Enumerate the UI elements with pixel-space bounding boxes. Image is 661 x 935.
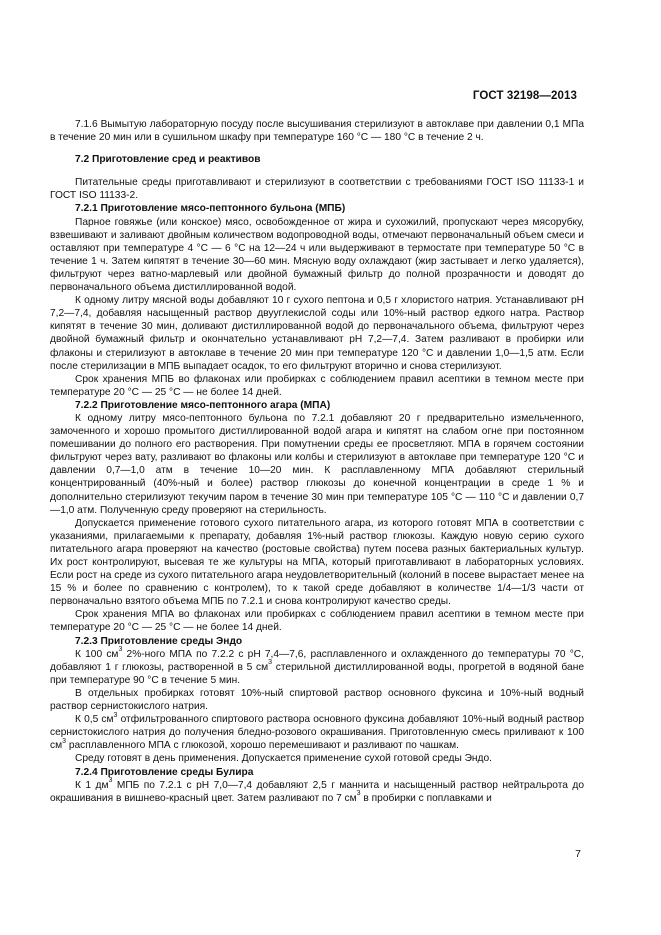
paragraph-7-2-2-c: Срок хранения МПА во флаконах или пробирках с соблюдением правил асептики в темном месте при температуре 20 °C — 25 °C — не более 14 дней. <box>50 609 584 634</box>
paragraph-7-2-2-a: К одному литру мясо-пептонного бульона по 7.2.1 добавляют 20 г предварительно измельченного, замоченного и хорошо промытого дистиллированной водой агара и кипятят на слабом огне при постоянном помешивании до полного его растворения. При помутнении среды ее просветляют. МПА в горячем состоянии фильтруют через вату, разливают во флаконы или колбы и стерилизуют в автоклаве при температуре 120 °C и давлении 0,7—1,0 атм в течение 10—20 мин. К расплавленному МПА добавляют стерильный концентрированный (40%-ный и более) раствор глюкозы до конечной концентрации в среде 1 % и дополнительно стерилизуют текучим паром в течение 30 мин при температуре 105 °C — 110 °C и давлении 0,7—1,0 атм. Полученную среду проверяют на стерильность. <box>50 412 584 516</box>
paragraph-7-2-3-b: В отдельных пробирках готовят 10%-ный спиртовой раствор основного фуксина и 10%-ный водный раствор сернистокислого натрия. <box>50 687 584 713</box>
section-heading-7-2-2: 7.2.2 Приготовление мясо-пептонного агара (МПА) <box>75 399 331 411</box>
section-heading-7-2-1: 7.2.1 Приготовление мясо-пептонного бульона (МПБ) <box>75 203 346 215</box>
paragraph-7-2-1-a: Парное говяжье (или конское) мясо, освобожденное от жира и сухожилий, пропускают через мясорубку, взвешивают и заливают двойным количеством водопроводной воды, отмечают первоначальный объем смеси и оставляют при температуре 4 °C — 6 °C на 12—24 ч или выдерживают в термостате при температуре 50 °C в течение 1 ч. Затем кипятят в течение 30—60 мин. Мясную воду охлаждают (жир застывает и легко удаляется), фильтруют через ватно-марлевый или двойной бумажный фильтр до полной прозрачности и доводят до первоначального объема дистиллированной водой. <box>50 216 584 294</box>
document-header: ГОСТ 32198—2013 <box>472 90 577 102</box>
paragraph-7-2-2-b: Допускается применение готового сухого питательного агара, из которого готовят МПА в соответствии с указаниями, прилагаемыми к препарату, добавляя 1%-ный раствор глюкозы. Каждую новую серию сухого питательного агара проверяют на качество (ростовые свойства) путем посева разных бактериальных культур. Их рост контролируют, высевая те же культуры на МПА, который приготавливают в лабораторных условиях. Если рост на среде из сухого питательного агара неудовлетворительный (колоний в посеве вырастает менее на 15 % и более по сравнению с контролем), то к такой среде добавляют в количестве 1/4—1/3 части от первоначально взятого объема МПБ по 7.2.1 и снова контролируют качество среды. <box>50 517 585 608</box>
document-body <box>50 118 584 805</box>
paragraph-7-2-4-a: К 1 $дм^3$ МПБ по 7.2.1 с pH 7,0—7,4 добавляют 2,5 г маннита и насыщенный раствор нейтральрота до окрашивания в вишнево-красный цвет. Затем разливают по 7 $см^3$ в пробирки с поплавками и <box>50 777 584 804</box>
section-heading-7-2-4: 7.2.4 Приготовление среды Булира <box>75 766 254 778</box>
section-heading-7-2-3: 7.2.3 Приготовление среды Эндо <box>75 635 243 647</box>
paragraph-7-2-1-b: К одному литру мясной воды добавляют 10 г сухого пептона и 0,5 г хлористого натрия. Устанавливают pH 7,2—7,4, добавляя насыщенный раствор двууглекислой соды или 10%-ный раствор едкого натра. Раствор кипятят в течение 30 мин, доливают дистиллированной водой до первоначального объема, фильтруют через двойной бумажный фильтр и окончательно устанавливают pH 7,2—7,4. Затем разливают в пробирки или флаконы и стерилизуют в автоклаве в течение 20 мин при температуре 120 °C и давлении 1,0—1,5 атм. Если после стерилизации в МПБ выпадает осадок, то его фильтруют вторично и снова стерилизуют. <box>50 295 584 372</box>
paragraph-7-2: Питательные среды приготавливают и стерилизуют в соответствии с требованиями ГОСТ ISO 11133-1 и ГОСТ ISO 11133-2. <box>50 177 584 202</box>
paragraph-7-2-3-c: К 0,5 $см^3$ отфильтрованного спиртового раствора основного фуксина добавляют 10%-ный водный раствор сернистокислого натрия до получения бледно-розового окрашивания. Приготовленную смесь приливают к 100 $см^3$ расплавленного МПА с глюкозой, хорошо перемешивают и разливают по чашкам. <box>50 711 584 752</box>
page-number: 7 <box>575 848 581 860</box>
paragraph-7-2-3-a: К 100 $см^3$ 2%-ного МПА по 7.2.2 с pH 7,4—7,6, расплавленного и охлажденного до температуры 70 °C, добавляют 1 г глюкозы, растворенной в 5 $см^3$ стерильной дистиллированной воды, прогретой в водяной бане при температуре 90 °C в течение 5 мин. <box>50 646 584 686</box>
section-heading-7-2: 7.2 Приготовление сред и реактивов <box>75 154 261 166</box>
paragraph-7-1-6: 7.1.6 Вымытую лабораторную посуду после высушивания стерилизуют в автоклаве при давлении 0,1 МПа в течение 20 мин или в сушильном шкафу при температуре 160 °C — 180 °C в течение 2 ч. <box>50 119 584 144</box>
paragraph-7-2-3-d: Среду готовят в день применения. Допускается применение сухой готовой среды Эндо. <box>75 753 492 765</box>
paragraph-7-2-1-c: Срок хранения МПБ во флаконах или пробирках с соблюдением правил асептики в темном месте при температуре 20 °C — 25 °C — не более 14 дней. <box>50 373 584 398</box>
